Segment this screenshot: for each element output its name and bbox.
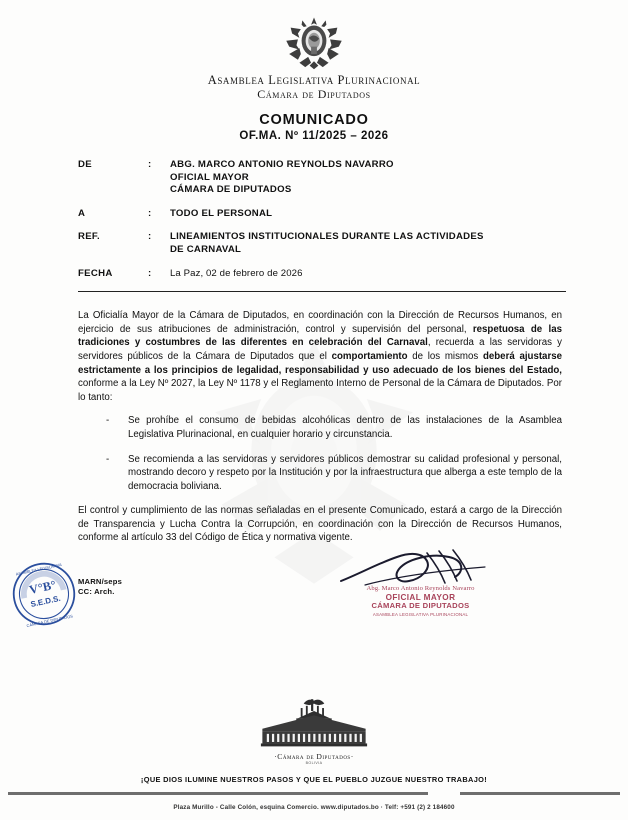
field-value-ref-line2: DE CARNAVAL: [170, 243, 242, 255]
signature-area: [0, 555, 628, 651]
field-value-de-line2: OFICIAL MAYOR: [170, 171, 249, 183]
bolivia-coat-of-arms-icon: [277, 16, 351, 70]
stamp-name: Abg. Marco Antonio Reynolds Navarro: [366, 585, 475, 593]
field-label-de: DE: [78, 159, 92, 170]
memo-field-row-de: [78, 159, 568, 197]
field-value-de-line1: ABG. MARCO ANTONIO REYNOLDS NAVARRO: [170, 159, 394, 170]
field-value-de: [170, 159, 568, 197]
p1-bold1: respetuosa de las tradiciones y costumbres de las diferentes en celebración del Carnaval: [78, 323, 562, 349]
institution-name-line2: Cámara de Diputados: [257, 87, 371, 101]
svg-text:S.E.D.S.: S.E.D.S.: [29, 593, 62, 609]
memo-fields: [0, 159, 628, 280]
field-colon-ref: :: [148, 231, 152, 243]
footer-contact-info: Plaza Murillo - Calle Colón, esquina Comercio. www.diputados.bo · Telf: +591 (2) 2 184600: [173, 804, 455, 811]
body-paragraph-1: [78, 309, 562, 404]
p1-bold3: deberá ajustarse estrictamente a los principios de legalidad, responsabilidad y uso adecuado de los bienes del Estado,: [78, 350, 562, 376]
chamber-building-emblem-icon: [255, 699, 373, 751]
field-label-a: A: [78, 207, 86, 219]
field-value-fecha-line1: La Paz, 02 de febrero de 2026: [170, 267, 303, 279]
bullet-dash-icon: -: [106, 415, 110, 427]
field-colon-de: :: [148, 159, 152, 170]
body-paragraph-2: El control y cumplimiento de las normas señaladas en el presente Comunicado, estará a cargo de la Dirección de Transparencia y Lucha Contra la Corrupción, en coordinación con la Dirección de Recursos Humanos, conforme al artículo 33 del Código de Ética y normativa vigente.: [78, 505, 562, 544]
field-label-ref: REF.: [78, 231, 100, 243]
field-value-a-line1: TODO EL PERSONAL: [170, 207, 273, 219]
document-header: [0, 0, 628, 142]
document-footer: [0, 699, 628, 820]
field-value-fecha: [170, 268, 568, 281]
stamp-assembly: ASAMBLEA LEGISLATIVA PLURINACIONAL: [372, 611, 469, 617]
bullet-text-2: Se recomienda a las servidoras y servidores públicos demostrar su calidad profesional y personal, mostrando decoro y respeto por la Institución y por la infraestructura que alberga a este templo de la democracia boliviana.: [128, 453, 562, 492]
emblem-caption: ·Cámara de Diputados·: [274, 752, 354, 761]
footer-rule-left: [8, 792, 428, 795]
list-item: [106, 414, 562, 441]
svg-text:V°B°: V°B°: [28, 577, 58, 597]
p1-bold2: comportamiento: [331, 350, 408, 362]
vobo-approval-seal-icon: [8, 558, 80, 630]
p1-part3: de los mismos: [407, 350, 483, 362]
field-value-de-line3: CÁMARA DE DIPUTADOS: [170, 184, 292, 196]
bullet-dash-icon: -: [106, 453, 110, 465]
field-label-fecha: FECHA: [78, 267, 113, 279]
footer-rule-right: [460, 792, 620, 795]
memo-field-row-fecha: [78, 268, 568, 281]
author-initials: MARN/seps: [78, 577, 122, 587]
reference-code: OF.MA. Nº 11/2025 – 2026: [239, 130, 389, 142]
field-colon-a: :: [148, 207, 152, 219]
p1-part2: , recuerda a las servidoras y servidores públicos de la Cámara de Diputados que el: [78, 337, 562, 362]
field-value-a: [170, 208, 568, 221]
institution-name-line1: Asamblea Legislativa Plurinacional: [207, 73, 421, 87]
field-value-ref: [170, 231, 568, 256]
p1-part4: conforme a la Ley Nº 2027, la Ley Nº 1178 y el Reglamento Interno de Personal de la Cámara de Diputados. Por lo tanto:: [78, 378, 562, 403]
memo-field-row-ref: [78, 231, 568, 256]
stamp-chamber: CÁMARA DE DIPUTADOS: [371, 601, 470, 611]
document-body: [0, 309, 628, 545]
bullet-text-1: Se prohíbe el consumo de bebidas alcohólicas dentro de las instalaciones de la Asamblea Legislativa Plurinacional, en cualquier horario y circunstancia.: [128, 415, 562, 440]
official-signature-stamp: [333, 585, 508, 619]
svg-text:CÁMARA DE DIPUTADOS: CÁMARA DE DIPUTADOS: [26, 613, 74, 629]
stamp-role: OFICIAL MAYOR: [385, 592, 456, 602]
p1-part1: La Oficialía Mayor de la Cámara de Diputados, en coordinación con la Dirección de Recursos Humanos, en ejercicio de sus atribuciones de administración, control y supervisión del personal,: [78, 310, 562, 335]
document-refs: [78, 577, 122, 597]
list-item: [106, 453, 562, 494]
memo-field-row-a: [78, 208, 568, 221]
field-colon-fecha: :: [148, 267, 152, 279]
cc-line: CC: Arch.: [78, 587, 115, 597]
header-divider: [78, 291, 566, 292]
page-title: COMUNICADO: [259, 112, 369, 128]
footer-divider: [0, 792, 628, 795]
footer-slogan: ¡QUE DIOS ILUMINE NUESTROS PASOS Y QUE EL PUEBLO JUZGUE NUESTRO TRABAJO!: [140, 775, 488, 784]
svg-text:ASAMBLEA LEGISLATIVA: ASAMBLEA LEGISLATIVA: [15, 561, 63, 577]
field-value-ref-line1: LINEAMIENTOS INSTITUCIONALES DURANTE LAS ACTIVIDADES: [170, 231, 484, 243]
body-bullet-list: [78, 414, 562, 493]
emblem-subcaption: BOLIVIA: [305, 761, 323, 765]
